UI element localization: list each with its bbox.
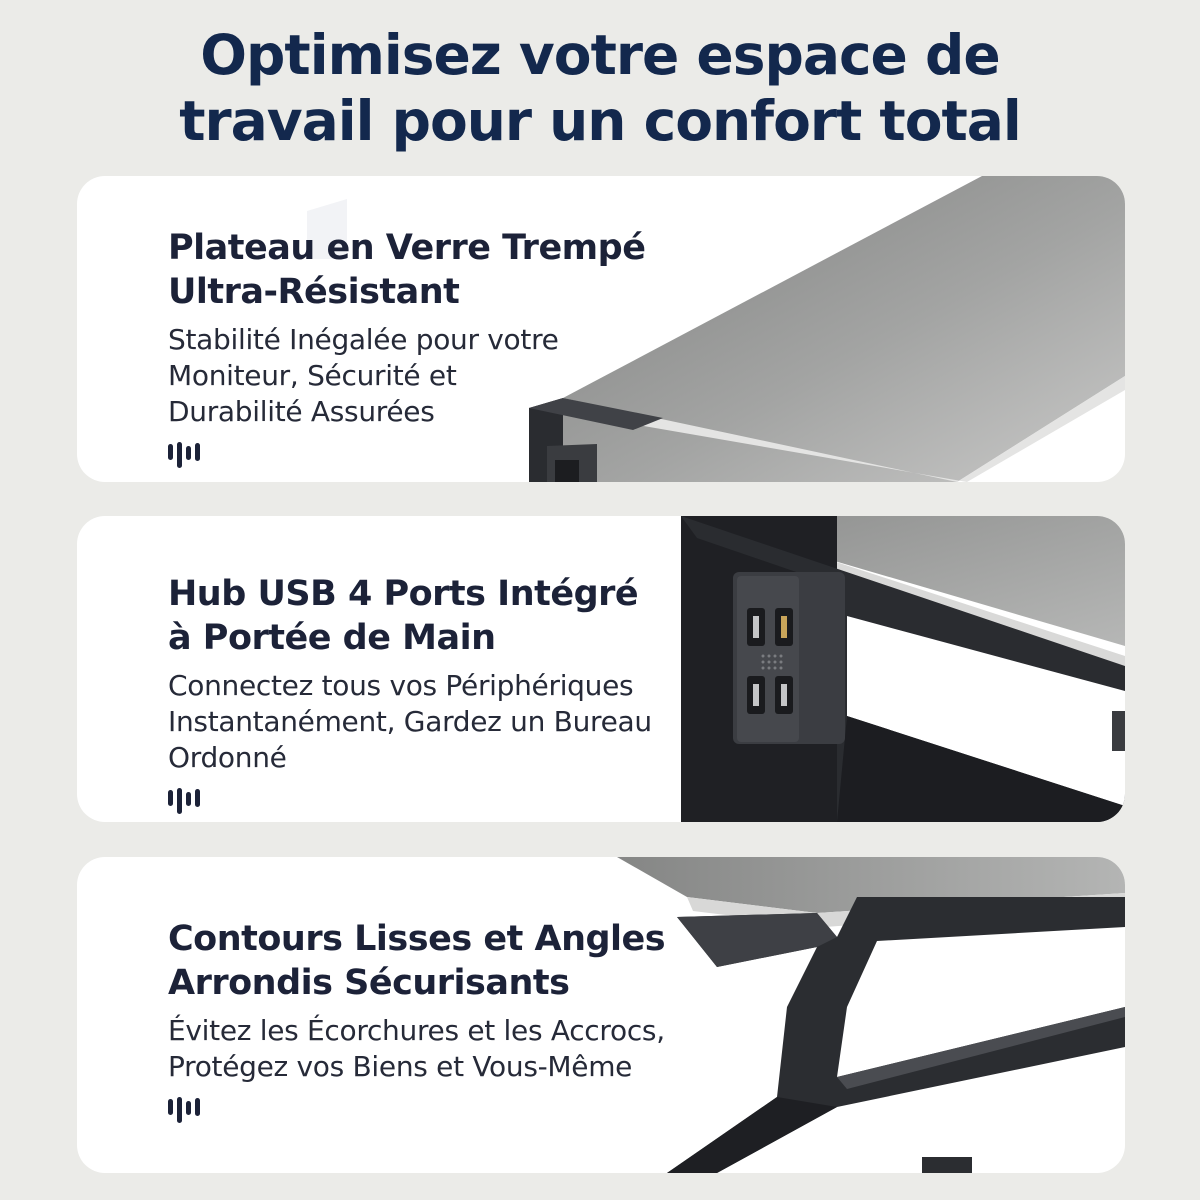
feature-card-rounded-edges [77,857,1125,1173]
sound-bars-icon [168,440,200,468]
headline-line-1: Optimisez votre espace de [200,23,1000,87]
feature-text-1 [168,226,768,468]
feature-description: Stabilité Inégalée pour votre Moniteur, Sécurité et Durabilité Assurées [168,323,559,428]
page-headline [0,22,1200,154]
feature-text-2 [168,572,768,814]
feature-title: Plateau en Verre Trempé Ultra-Résistant [168,228,646,312]
feature-title: Contours Lisses et Angles Arrondis Sécurisants [168,919,666,1003]
feature-text-3 [168,917,768,1123]
feature-description: Évitez les Écorchures et les Accrocs, Protégez vos Biens et Vous-Même [168,1014,665,1083]
feature-card-usb-hub [77,516,1125,822]
feature-description: Connectez tous vos Périphériques Instantanément, Gardez un Bureau Ordonné [168,669,652,774]
feature-title: Hub USB 4 Ports Intégré à Portée de Main [168,574,639,658]
sound-bars-icon [168,1095,200,1123]
sound-bars-icon [168,786,200,814]
feature-card-glass-tray [77,176,1125,482]
headline-line-2: travail pour un confort total [179,89,1021,153]
